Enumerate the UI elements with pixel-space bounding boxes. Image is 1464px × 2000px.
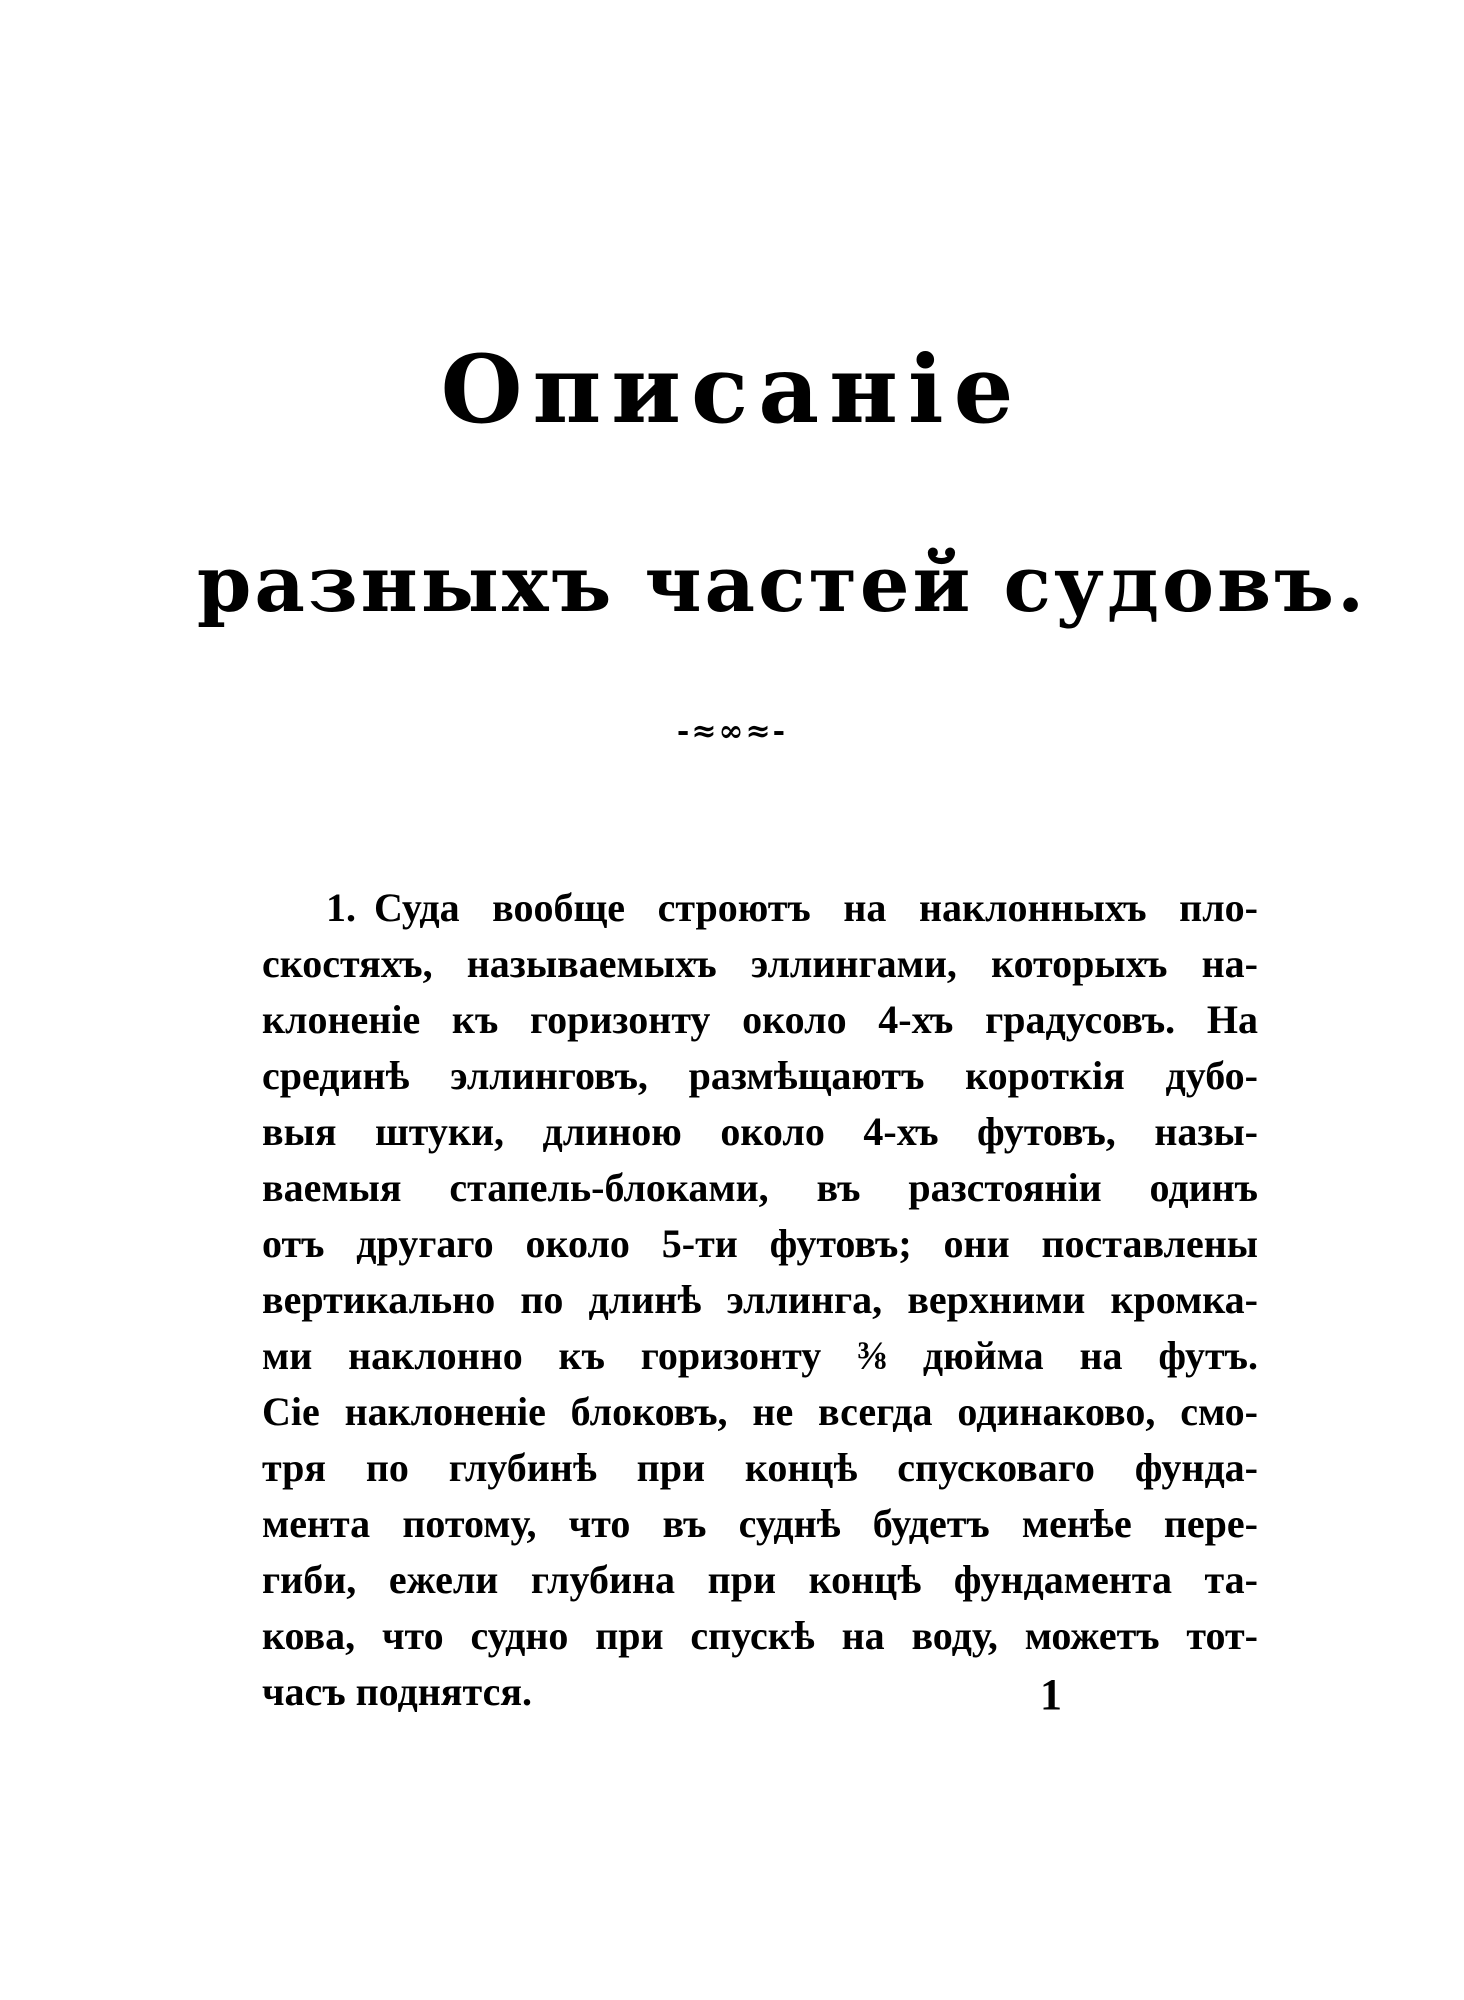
text-line: выя штуки, длиною около 4-хъ футовъ, назы- [262, 1109, 1258, 1154]
paragraph-1 [262, 880, 1258, 1720]
text-line: кова, что судно при спускѣ на воду, можетъ тот- [262, 1613, 1258, 1658]
page-number: 1 [1040, 1670, 1062, 1719]
text-line: ми наклонно къ горизонту ⅜ дюйма на футъ. [262, 1333, 1258, 1378]
text-line: скостяхъ, называемыхъ эллингами, которыхъ на- [262, 941, 1258, 986]
text-line: отъ другаго около 5-ти футовъ; они поставлены [262, 1221, 1258, 1266]
text-line: ваемыя стапель-блоками, въ разстояніи одинъ [262, 1165, 1258, 1210]
text-line: часъ поднятся. [262, 1669, 532, 1714]
text-line: вертикально по длинѣ эллинга, верхними кромка- [262, 1277, 1258, 1322]
ornament-divider: -≈∞≈- [676, 714, 788, 749]
text-line: Сіе наклоненіе блоковъ, не всегда одинаково, смо- [262, 1389, 1258, 1434]
text-line: 1. Суда вообще строютъ на наклонныхъ пло- [326, 885, 1258, 930]
text-line: мента потому, что въ суднѣ будетъ менѣе пере- [262, 1501, 1258, 1546]
page-title: Описаніе [440, 335, 1024, 445]
text-line: гиби, ежели глубина при концѣ фундамента та- [262, 1557, 1258, 1602]
paragraph-number: 1. [326, 885, 356, 930]
page-subtitle: разныхъ частей судовъ. [196, 539, 1368, 630]
text-line: клоненіе къ горизонту около 4-хъ градусовъ. На [262, 997, 1258, 1042]
text-line: тря по глубинѣ при концѣ спусковаго фунда- [262, 1445, 1258, 1490]
text-line: срединѣ эллинговъ, размѣщаютъ короткія дубо- [262, 1053, 1258, 1098]
